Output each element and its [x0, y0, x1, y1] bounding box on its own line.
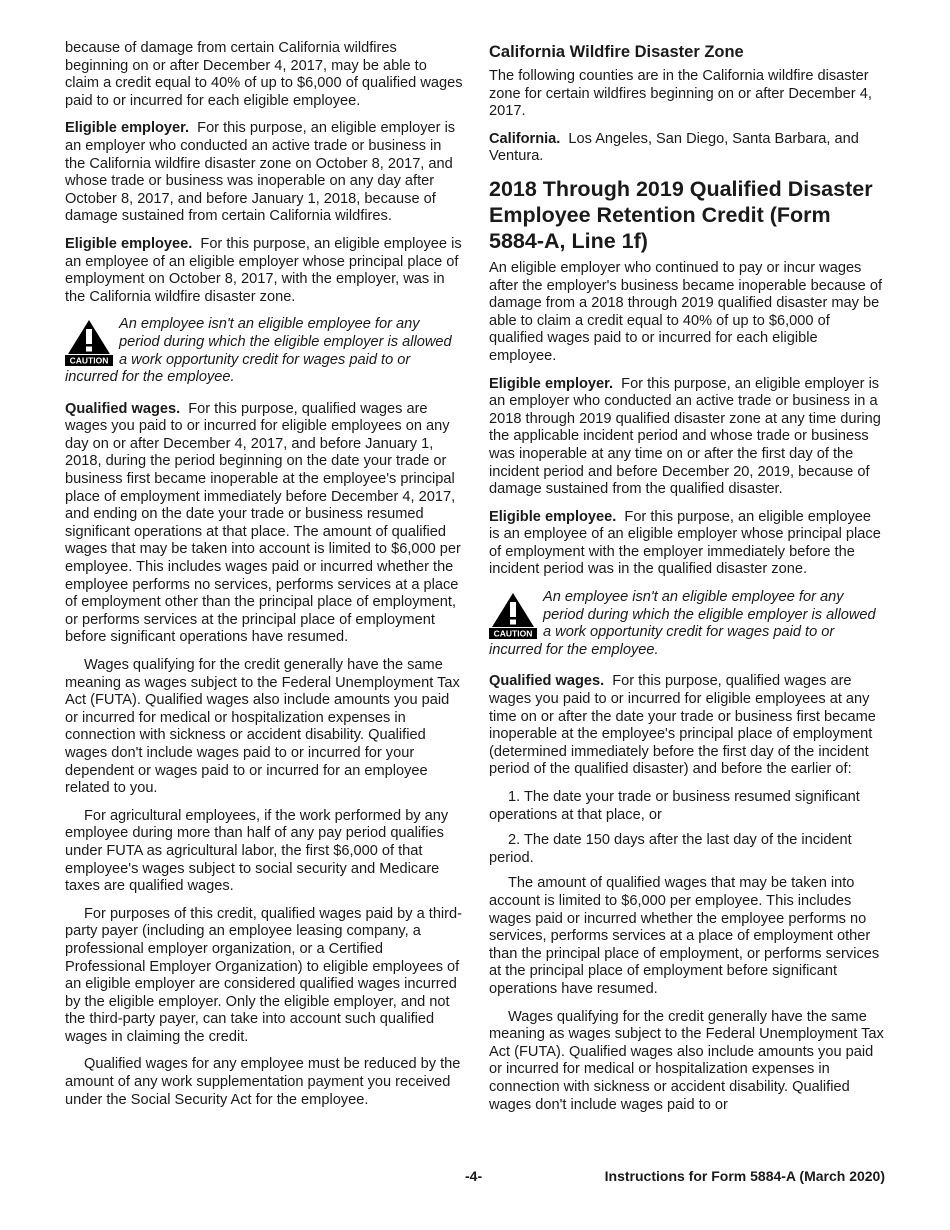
paragraph-eligible-employee — [65, 236, 463, 306]
paragraph-reduction: Qualified wages for any employee must be reduced by the amount of any work supplementation payment you received under the Social Security Act for the employee. — [65, 1056, 461, 1108]
term-eligible-employer-2: Eligible employer. — [489, 375, 614, 392]
paragraph-amount-limit: The amount of qualified wages that may be taken into account is limited to $6,000 per employee. This includes wages paid or incurred whether the employee performs no services, performs services at a place of employment other than the principal place of employment, or performs services at the principal place of employment before significant operations have resumed. — [489, 875, 880, 997]
paragraph-eligible-employer — [65, 120, 463, 226]
california-counties: Los Angeles, San Diego, Santa Barbara, and Ventura. — [489, 130, 859, 165]
list-item-2: 2. The date 150 days after the last day of the incident period. — [489, 832, 852, 866]
right-column — [489, 40, 885, 1124]
caution-text: An employee isn't an eligible employee for any period during which the eligible employer is allowed a work opportunity credit for wages paid to or incurred for the employee. — [65, 316, 452, 386]
paragraph-futa-2: Wages qualifying for the credit generally have the same meaning as wages subject to the Federal Unemployment Tax Act (FUTA). Qualified wages also include amounts you paid or incurred for medical or hospitalization expenses in connection with sickness or accident disability. Qualified wages don't include wages paid to or — [489, 1008, 884, 1113]
paragraph-futa: Wages qualifying for the credit generally have the same meaning as wages subject to the Federal Unemployment Tax Act (FUTA). Qualified wages also include amounts you paid or incurred for medical or hospitalization expenses in connection with sickness or accident disability. Qualified wages don't include wages paid to or incurred for your dependent or wages paid to or incurred for an employee related to you. — [65, 657, 460, 797]
paragraph-third-party: For purposes of this credit, qualified wages paid by a third-party payer (including an employee leasing company, a professional employer organization, or a Certified Professional Employer Organization) to eligible employees of an eligible employer are considered qualified wages incurred by the eligible employer. Only the eligible employer, and not the third-party payer, can take into account such qualified wages in claiming the credit. — [65, 905, 463, 1045]
paragraph-credit-intro: An eligible employer who continued to pay or incur wages after the employer's business became inoperable because of damage from a 2018 through 2019 qualified disaster may be able to claim a credit equal to 40% of up to $6,000 of qualified wages paid to or incurred for each eligible employee. — [489, 259, 882, 364]
caution-icon — [65, 318, 113, 366]
page-number: -4- — [465, 1168, 483, 1184]
paragraph-california — [489, 131, 885, 166]
term-eligible-employee: Eligible employee. — [65, 235, 193, 252]
paragraph-agricultural: For agricultural employees, if the work performed by any employee during more than half of any pay period qualifies under FUTA as agricultural labor, the first $6,000 of that employee's wages subject to social security and Medicare taxes are qualified wages. — [65, 807, 449, 895]
footer-title: Instructions for Form 5884-A (March 2020) — [604, 1168, 885, 1184]
caution-icon — [489, 591, 537, 639]
term-eligible-employee-2: Eligible employee. — [489, 508, 617, 525]
heading-wildfire-zone: California Wildfire Disaster Zone — [489, 43, 744, 61]
qualified-wages-text: For this purpose, qualified wages are wages you paid to or incurred for eligible employees on any day on or after December 4, 2017, and before January 1, 2018, during the period beginning on the date your trade or business first became inoperable at the employee's principal place of employment immediately before December 4, 2017, and ending on the date your trade or business resumed significant operations at that place. The amount of qualified wages that may be taken into account is limited to $6,000 per employee. This includes wages paid or incurred whether the employee performs no services, performs services at a place of employment other than the principal place of employment, or performs services at the principal place of employment before significant operations have resumed. — [65, 400, 461, 646]
caution-icon-label: CAUTION — [69, 355, 109, 366]
paragraph-qualified-wages — [65, 401, 463, 647]
eligible-employee-text-2: For this purpose, an eligible employee is an employee of an eligible employer whose principal place of employment with the employer immediately before the incident period was in the qualified disaster zone. — [489, 508, 881, 578]
paragraph-eligible-employer-2 — [489, 376, 885, 499]
paragraph-eligible-employee-2 — [489, 509, 885, 579]
eligible-employee-text: For this purpose, an eligible employee is an employee of an eligible employer whose principal place of employment on October 8, 2017, with the employer, was in the California wildfire disaster zone. — [65, 235, 462, 305]
caution-note-2 — [489, 589, 885, 659]
caution-note — [65, 316, 463, 386]
term-california: California. — [489, 130, 561, 147]
caution-icon-label-2: CAUTION — [493, 628, 533, 639]
paragraph-intro-continued: because of damage from certain California wildfires beginning on or after December 4, 2017, may be able to claim a credit equal to 40% of up to $6,000 of qualified wages paid to or incurred for each eligible employee. — [65, 40, 463, 109]
heading-2018-2019-credit: 2018 Through 2019 Qualified Disaster Employee Retention Credit (Form 5884-A, Line 1f) — [489, 176, 873, 253]
term-qualified-wages: Qualified wages. — [65, 400, 181, 417]
list-item-1: 1. The date your trade or business resumed significant operations at that place, or — [489, 789, 860, 823]
term-eligible-employer: Eligible employer. — [65, 120, 190, 137]
caution-text-2: An employee isn't an eligible employee for any period during which the eligible employer is allowed a work opportunity credit for wages paid to or incurred for the employee. — [489, 589, 876, 658]
eligible-employer-text: For this purpose, an eligible employer is an employer who conducted an active trade or business in the California wildfire disaster zone on October 8, 2017, and whose trade or business was inoperable on any day after October 8, 2017, and before January 1, 2018, because of damage sustained from certain California wildfires. — [65, 120, 456, 225]
qualified-wages-text-2: For this purpose, qualified wages are wages you paid to or incurred for eligible employees at any time on or after the date your trade or business first became inoperable at the employee's principal place of employment (determined immediately before the first day of the incident period of the qualified disaster) and before the earlier of: — [489, 673, 876, 778]
paragraph-zone-counties: The following counties are in the California wildfire disaster zone for certain wildfires beginning on or after December 4, 2017. — [489, 68, 872, 120]
paragraph-qualified-wages-2 — [489, 673, 885, 779]
eligible-employer-text-2: For this purpose, an eligible employer is an employer who conducted an active trade or business in a 2018 through 2019 qualified disaster zone at any time during the applicable incident period and whose trade or business was inoperable at any time on or after the first day of the incident period and before December 20, 2019, because of damage sustained from the qualified disaster. — [489, 375, 881, 498]
left-column — [65, 40, 463, 1119]
term-qualified-wages-2: Qualified wages. — [489, 673, 605, 690]
